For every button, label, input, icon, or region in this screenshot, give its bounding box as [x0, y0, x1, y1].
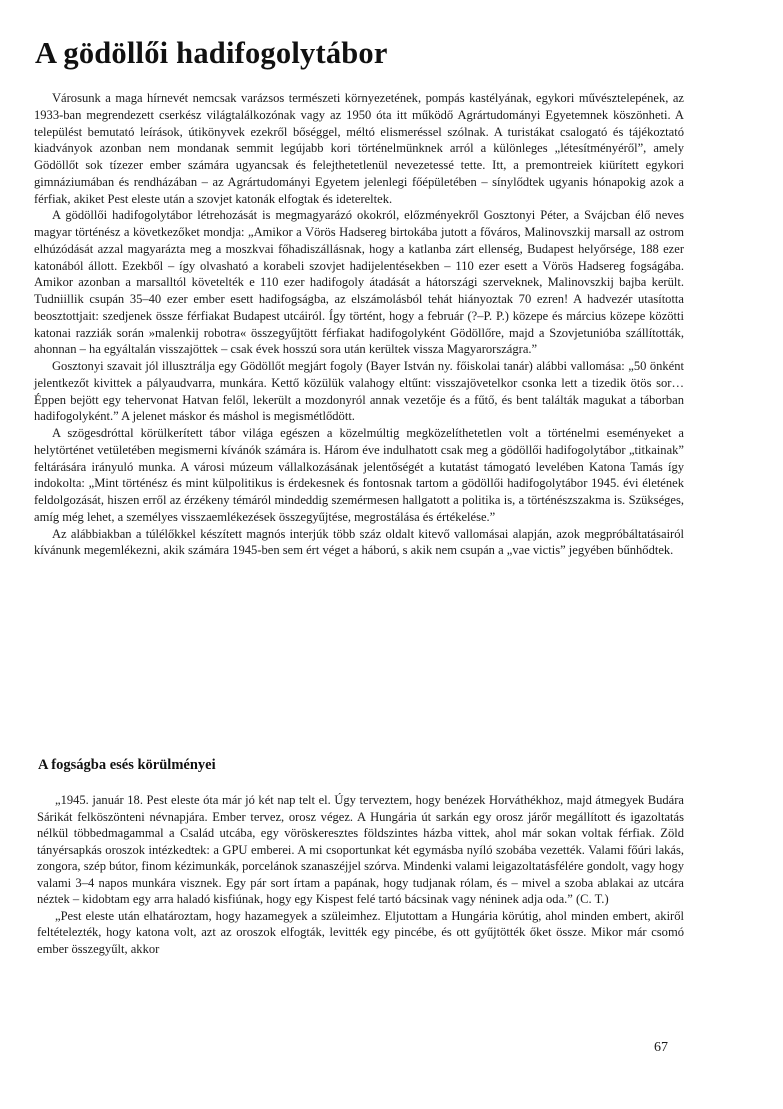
- paragraph: A szögesdróttal körülkerített tábor világa egészen a közelmúltig megközelíthetetlen volt a történelmi eseményeket a helytörténet vetületében megismerni kívánók számára is. Három éve indulhatott csak meg a gödöllői hadifogolytábor „titkainak” feltárására irányuló munka. A városi múzeum vállalkozásának jelentőségét a kutatást támogató levelében Katona Tamás így indokolta: „Mint történész és mint külpolitikus is érdekesnek és fontosnak tartom a gödöllői hadifogolytábor 1945. évi életének feldolgozását, hiszen erről az érzékeny témáról mindeddig szemérmesen hallgatott a politika is, a történészszakma is. Szükséges, amíg még lehet, a személyes visszaemlékezések összegyűjtése, megrostálása és értékelése.”: [34, 426, 684, 524]
- page-number: 67: [654, 1040, 668, 1055]
- quote-text: [37, 792, 684, 957]
- paragraph: Az alábbiakban a túlélőkkel készített magnós interjúk több száz oldalt kitevő vallomásai alapján, azok megpróbáltatásairól kívánunk megemlékezni, akik számára 1945-ben sem ért véget a háború, s akik nem csupán a „vae victis” jegyében bűnhődtek.: [34, 526, 684, 558]
- intro-text: [34, 90, 684, 559]
- paragraph: A gödöllői hadifogolytábor létrehozását is megmagyarázó okokról, előzményekről Gosztonyi Péter, a Svájcban élő neves magyar történész a következőket mondja: „Amikor a Vörös Hadsereg birtokába jutott a főváros, Malinovszkij marsall az ostrom elhúzódását azzal magyarázta meg a moszkvai főhadiszállásnak, hogy a katlanba zárt ellenség, Budapest helyőrsége, 188 ezer katonából állott. Ezekből – így olvasható a korabeli szovjet hadijelentésekben – 110 ezer esett a Vörös Hadsereg fogságába. Amikor azonban a marsalltól követelték e 110 ezer hadifogoly átadását a hátországi szerveknek, Malinovszkij bajba került. Tudniillik csupán 35–40 ezer ember esett hadifogságba, az elszámolásból tehát hiányoztak 70 ezren! A hadvezér utasította beosztottjait: szedjenek össze férfiakat Budapest utcáiról. Így történt, hogy a február (?–P. P.) közepe és március közepe közötti katonai razziák során »malenkij robotra« összegyűjtött férfiakat hadifogolyként Gödöllőre, majd a Szovjetunióba szállították, ahonnan – ha egyáltalán visszajöttek – csak évek hosszú sora után kerültek vissza Magyarországra.”: [34, 208, 684, 357]
- paragraph: „1945. január 18. Pest eleste óta már jó két nap telt el. Úgy terveztem, hogy benézek Horváthékhoz, majd átmegyek Budára Sárikát felköszönteni névnapjára. Ember tervez, orosz végez. A Hungária út sarkán egy orosz járőr megállított és igazoltatás nélkül többedmagammal a Család utcába, egy vöröskeresztes földszintes házba vittek, ahol már sokan voltak férfiak. Zöld tányérsapkás oroszok intézkedtek: a GPU emberei. A mi csoportunkat két egymásba nyíló szobába vezették. Valami főúri lakás, zongora, szép bútor, finom kézimunkák, porcelánok szanaszéjjel szórva. Mindenki valami leigazoltatásfélére gondolt, vagy hogy valami 3–4 napos munkára visznek. Egy pár sort írtam a papának, hogy tudjanak rólam, és – mivel a szoba ablakai az utcára néztek – kidobtam egy arra haladó kisfiúnak, hogy egy Kispest felé tartó bácsinak vagy néninek adja oda.” (C. T.): [37, 793, 684, 906]
- paragraph: Gosztonyi szavait jól illusztrálja egy Gödöllőt megjárt fogoly (Bayer István ny. főiskolai tanár) alábbi vallomása: „50 önként jelentkezőt kivittek a pályaudvarra, munkára. Kettő közülük valahogy eltűnt: visszajövetelkor csonka lett a tizedik ötös sor… Éppen bejött egy tehervonat Hatvan felől, lekerült a mozdonyról annak vezetője és a fűtő, és bent találták magukat a táborban hadifogolyként.” A jelenet máskor és máshol is megismétlődött.: [34, 359, 684, 424]
- section-heading: A fogságba esés körülményei: [38, 757, 216, 773]
- page-title: A gödöllői hadifogolytábor: [35, 36, 388, 70]
- paragraph: „Pest eleste után elhatároztam, hogy hazamegyek a szüleimhez. Eljutottam a Hungária körútig, ahol minden embert, akiről feltételezték, hogy katona volt, azt az oroszok elfogták, levitték egy pincébe, és ott gyűjtötték őket össze. Mikor már csomó ember összegyűlt, akkor: [37, 908, 684, 956]
- paragraph: Városunk a maga hírnevét nemcsak varázsos természeti környezetének, pompás kastélyának, egykori művésztelepének, az 1933-ban megrendezett cserkész világtalálkozónak vagy az 1950 óta itt működő Agrártudományi Egyetemnek köszönheti. A települést bemutató leírások, útikönyvek ezekről bőséggel, méltó elismeréssel szólnak. A turistákat csalogató és tájékoztató kiadványok azonban nem mondanak semmit legújabb kori történelmünknek arról a különleges „létesítményéről”, amely Gödöllőt sok tízezer ember számára ugyancsak és felejthetetlenül nevezetessé tette. Itt, a premontreiek kiürített egykori gimnáziumában és rendházában – az Agrártudományi Egyetem jelenlegi főépületében – sínylődtek ugyanis hónapokig azok a férfiak, akiket Pest eleste után a szovjet katonák elfogtak és idetereltek.: [34, 91, 684, 206]
